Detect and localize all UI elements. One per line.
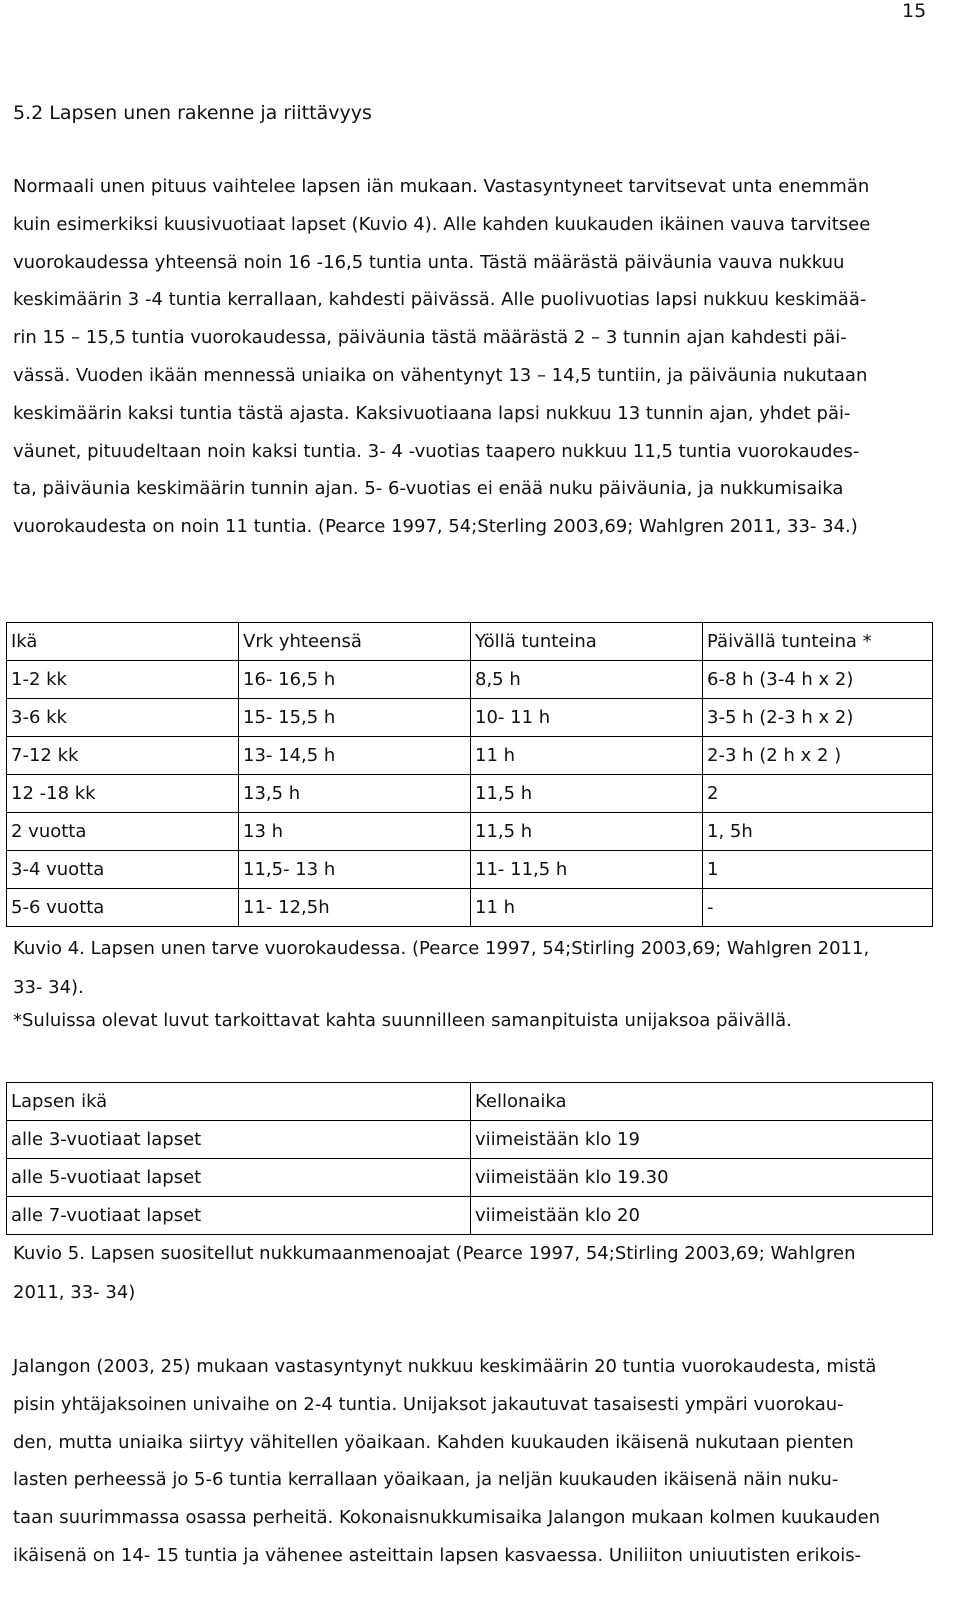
caption-line: 33- 34).	[13, 976, 84, 998]
table-cell: alle 3-vuotiaat lapset	[7, 1121, 471, 1159]
table-header-row	[7, 1083, 933, 1121]
table-cell: 3-5 h (2-3 h x 2)	[703, 699, 933, 737]
table-cell: 2-3 h (2 h x 2 )	[703, 737, 933, 775]
header-cell-total: Vrk yhteensä	[239, 623, 471, 661]
paragraph-line: pisin yhtäjaksoinen univaihe on 2-4 tuntia. Unijaksot jakautuvat tasaisesti ympäri vuorokau-	[13, 1393, 844, 1415]
table-cell: 11,5 h	[471, 813, 703, 851]
caption-line: Kuvio 4. Lapsen unen tarve vuorokaudessa. (Pearce 1997, 54;Stirling 2003,69; Wahlgren 2011,	[13, 938, 870, 959]
table-cell: 7-12 kk	[7, 737, 239, 775]
paragraph-line: ikäisenä on 14- 15 tuntia ja vähenee asteittain lapsen kasvaessa. Uniliiton uniuutisten erikois-	[13, 1544, 862, 1566]
table-cell: 15- 15,5 h	[239, 699, 471, 737]
paragraph-line: Jalangon (2003, 25) mukaan vastasyntynyt nukkuu keskimäärin 20 tuntia vuorokaudesta, mistä	[13, 1356, 877, 1377]
table-cell: 3-6 kk	[7, 699, 239, 737]
table-cell: -	[703, 889, 933, 927]
table-cell: 6-8 h (3-4 h x 2)	[703, 661, 933, 699]
page-number: 15	[902, 0, 927, 22]
table-row	[7, 851, 933, 889]
table-cell: 2 vuotta	[7, 813, 239, 851]
paragraph-line: vuorokaudessa yhteensä noin 16 -16,5 tuntia unta. Tästä määrästä päiväunia vauva nukkuu	[13, 251, 845, 273]
table-cell: 10- 11 h	[471, 699, 703, 737]
table-row	[7, 1197, 933, 1235]
section-heading: 5.2 Lapsen unen rakenne ja riittävyys	[13, 102, 372, 124]
header-cell-age: Ikä	[7, 623, 239, 661]
table-cell: 11- 12,5h	[239, 889, 471, 927]
table-cell: 11 h	[471, 889, 703, 927]
header-cell-time: Kellonaika	[471, 1083, 933, 1121]
paragraph-line: ta, päiväunia keskimäärin tunnin ajan. 5- 6-vuotias ei enää nuku päiväunia, ja nukkumisaika	[13, 478, 844, 500]
table-cell: 11,5 h	[471, 775, 703, 813]
figure-caption-4	[13, 930, 869, 1007]
table-cell: 12 -18 kk	[7, 775, 239, 813]
table-footnote: *Suluissa olevat luvut tarkoittavat kahta suunnilleen samanpituista unijaksoa päivällä.	[13, 1010, 792, 1031]
table-row	[7, 775, 933, 813]
table-cell: 1-2 kk	[7, 661, 239, 699]
table-row	[7, 1159, 933, 1197]
paragraph-line: taan suurimmassa osassa perheitä. Kokonaisnukkumisaika Jalangon mukaan kolmen kuukauden	[13, 1507, 881, 1529]
paragraph-line: vässä. Vuoden ikään mennessä uniaika on vähentynyt 13 – 14,5 tuntiin, ja päiväunia nukutaan	[13, 364, 868, 386]
table-cell: 13,5 h	[239, 775, 471, 813]
header-cell-child-age: Lapsen ikä	[7, 1083, 471, 1121]
table-header-row	[7, 623, 933, 661]
paragraph-line: den, mutta uniaika siirtyy vähitellen yöaikaan. Kahden kuukauden ikäisenä nukutaan pienten	[13, 1431, 854, 1453]
paragraph-line: väunet, pituudeltaan noin kaksi tuntia. 3- 4 -vuotias taapero nukkuu 11,5 tuntia vuorokaudes-	[13, 440, 860, 462]
table-cell: viimeistään klo 19	[471, 1121, 933, 1159]
paragraph-line: keskimäärin 3 -4 tuntia kerrallaan, kahdesti päivässä. Alle puolivuotias lapsi nukkuu keskimää-	[13, 289, 867, 311]
sleep-need-table	[6, 622, 933, 927]
paragraph-line: vuorokaudesta on noin 11 tuntia. (Pearce 1997, 54;Sterling 2003,69; Wahlgren 2011, 33- 34.)	[13, 516, 858, 538]
table-cell: 2	[703, 775, 933, 813]
caption-line: 2011, 33- 34)	[13, 1281, 136, 1303]
paragraph-line: rin 15 – 15,5 tuntia vuorokaudessa, päiväunia tästä määrästä 2 – 3 tunnin ajan kahdesti päi-	[13, 327, 847, 349]
table-row	[7, 1121, 933, 1159]
table-cell: 11,5- 13 h	[239, 851, 471, 889]
bedtime-table	[6, 1082, 933, 1235]
table-cell: viimeistään klo 19.30	[471, 1159, 933, 1197]
table-cell: viimeistään klo 20	[471, 1197, 933, 1235]
paragraph-line: Normaali unen pituus vaihtelee lapsen iän mukaan. Vastasyntyneet tarvitsevat unta enemmän	[13, 176, 870, 197]
table-cell: 13- 14,5 h	[239, 737, 471, 775]
table-row	[7, 699, 933, 737]
table-cell: alle 7-vuotiaat lapset	[7, 1197, 471, 1235]
table-row	[7, 889, 933, 927]
paragraph-intro	[13, 168, 933, 546]
table-cell: 13 h	[239, 813, 471, 851]
table-cell: 8,5 h	[471, 661, 703, 699]
paragraph-line: keskimäärin kaksi tuntia tästä ajasta. Kaksivuotiaana lapsi nukkuu 13 tunnin ajan, yhdet päi-	[13, 402, 851, 424]
header-cell-night: Yöllä tunteina	[471, 623, 703, 661]
table-cell: 11- 11,5 h	[471, 851, 703, 889]
paragraph-jalanko	[13, 1348, 933, 1575]
table-cell: 16- 16,5 h	[239, 661, 471, 699]
table-row	[7, 813, 933, 851]
table-cell: 1, 5h	[703, 813, 933, 851]
table-cell: 3-4 vuotta	[7, 851, 239, 889]
figure-caption-5	[13, 1235, 855, 1312]
table-cell: 1	[703, 851, 933, 889]
table-row	[7, 661, 933, 699]
caption-line: Kuvio 5. Lapsen suositellut nukkumaanmenoajat (Pearce 1997, 54;Stirling 2003,69; Wahlgren	[13, 1243, 856, 1264]
paragraph-line: lasten perheessä jo 5-6 tuntia kerrallaan yöaikaan, ja neljän kuukauden ikäisenä näin nuku-	[13, 1469, 839, 1491]
header-cell-day: Päivällä tunteina *	[703, 623, 933, 661]
table-cell: 5-6 vuotta	[7, 889, 239, 927]
table-cell: 11 h	[471, 737, 703, 775]
table-row	[7, 737, 933, 775]
paragraph-line: kuin esimerkiksi kuusivuotiaat lapset (Kuvio 4). Alle kahden kuukauden ikäinen vauva tarvitsee	[13, 213, 871, 235]
table-cell: alle 5-vuotiaat lapset	[7, 1159, 471, 1197]
